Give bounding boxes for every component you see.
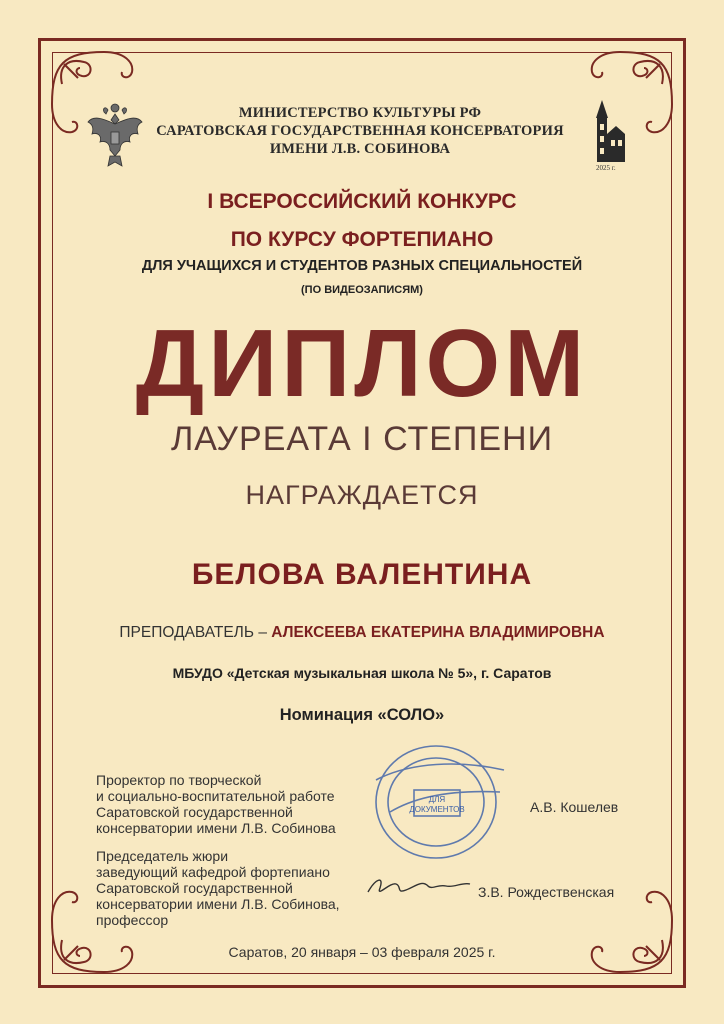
signatory-2-line: профессор	[96, 912, 169, 928]
signatory-2-title	[96, 848, 386, 928]
stamp-text-2: ДОКУМЕНТОВ	[409, 805, 465, 814]
recipient-name: БЕЛОВА ВАЛЕНТИНА	[191, 558, 533, 591]
named-after-line: ИМЕНИ Л.В. СОБИНОВА	[269, 141, 451, 157]
contest-subtitle: ДЛЯ УЧАЩИХСЯ И СТУДЕНТОВ РАЗНЫХ СПЕЦИАЛЬНОСТЕЙ	[141, 258, 583, 274]
institution-header	[140, 104, 580, 158]
signatory-1-line: и социально-воспитательной работе	[96, 788, 335, 804]
signatory-2-line: заведующий кафедрой фортепиано	[96, 864, 330, 880]
laureate-degree: ЛАУРЕАТА I СТЕПЕНИ	[170, 420, 554, 458]
school-name: МБУДО «Детская музыкальная школа № 5», г. Саратов	[172, 665, 552, 681]
contest-format: (ПО ВИДЕОЗАПИСЯМ)	[301, 284, 423, 296]
teacher-line	[80, 624, 644, 642]
nomination: Номинация «СОЛО»	[279, 706, 445, 724]
conservatory-building-icon	[592, 100, 630, 172]
signatory-2-line: Председатель жюри	[96, 848, 229, 864]
contest-title-line-1: I ВСЕРОССИЙСКИЙ КОНКУРС	[207, 190, 517, 213]
signatory-1-name: А.В. Кошелев	[530, 799, 619, 815]
diploma-title: ДИПЛОМ	[135, 310, 589, 417]
contest-title-line-2: ПО КУРСУ ФОРТЕПИАНО	[230, 228, 494, 251]
signatory-2-line: консерватории имени Л.В. Собинова,	[96, 896, 340, 912]
signatory-1-line: консерватории имени Л.В. Собинова	[96, 820, 336, 836]
conservatory-line: САРАТОВСКАЯ ГОСУДАРСТВЕННАЯ КОНСЕРВАТОРИЯ	[156, 123, 564, 139]
corner-ornament-bottom-right	[560, 860, 680, 980]
handwritten-signature	[366, 868, 474, 902]
teacher-name: АЛЕКСЕЕВА ЕКАТЕРИНА ВЛАДИМИРОВНА	[271, 624, 605, 641]
signatory-2-name: З.В. Рождественская	[478, 884, 615, 900]
logo-year: 2025 г.	[596, 164, 616, 172]
official-stamp	[370, 742, 508, 864]
awarded-label: НАГРАЖДАЕТСЯ	[245, 480, 479, 510]
signatory-2-line: Саратовской государственной	[96, 880, 293, 896]
signatory-1-title	[96, 772, 386, 836]
eagle-emblem-icon	[84, 100, 146, 170]
stamp-text-1: ДЛЯ	[428, 795, 446, 804]
signatory-1-line: Саратовской государственной	[96, 804, 293, 820]
ministry-line: МИНИСТЕРСТВО КУЛЬТУРЫ РФ	[238, 105, 482, 121]
teacher-label: ПРЕПОДАВАТЕЛЬ –	[119, 624, 267, 641]
place-and-date: Саратов, 20 января – 03 февраля 2025 г.	[228, 944, 496, 960]
signatory-1-line: Проректор по творческой	[96, 772, 262, 788]
